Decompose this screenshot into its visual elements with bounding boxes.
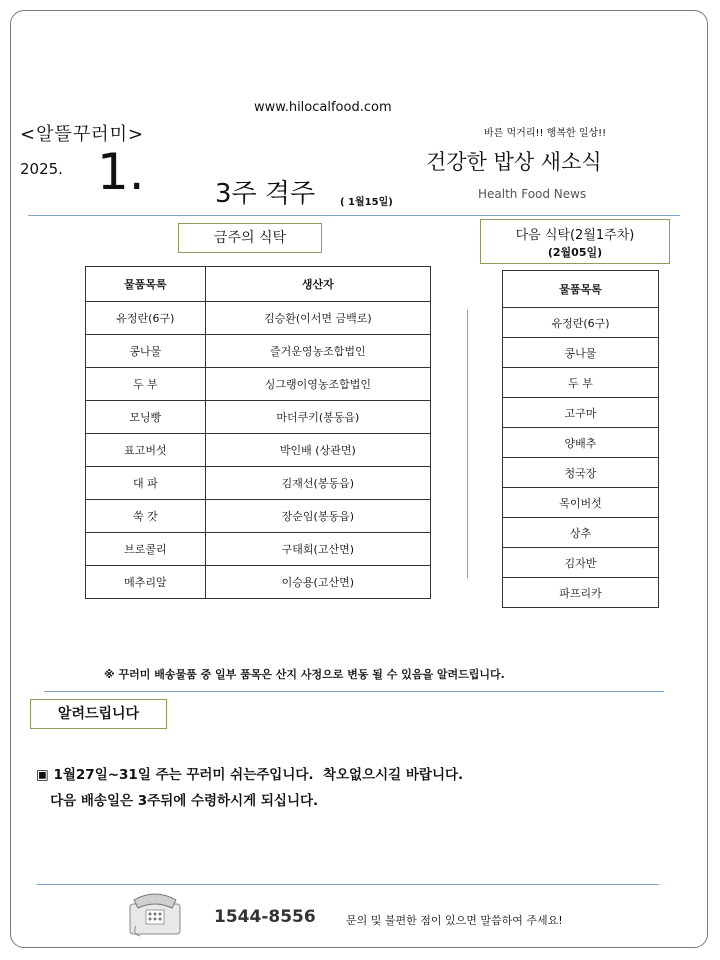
this-week-label: 금주의 식탁 <box>178 223 322 253</box>
table-row <box>86 500 431 533</box>
announcement-line-2: 다음 배송일은 3주뒤에 수령하시게 되십니다. <box>50 793 319 809</box>
item-cell: 콩나물 <box>86 335 206 368</box>
item-cell: 두 부 <box>86 368 206 401</box>
substitution-notice: ※ 꾸러미 배송물품 중 일부 품목은 산지 사정으로 변동 될 수 있음을 알려드립니다. <box>104 668 505 681</box>
item-cell: 쑥 갓 <box>86 500 206 533</box>
table-row <box>503 458 659 488</box>
table-row <box>86 368 431 401</box>
producer-cell: 박인배 (상관면) <box>205 434 430 467</box>
table-row <box>503 428 659 458</box>
item-cell: 유정란(6구) <box>86 302 206 335</box>
table-row <box>503 548 659 578</box>
item-cell: 두 부 <box>503 368 659 398</box>
table-row <box>503 398 659 428</box>
producer-cell: 김승환(이서면 금백로) <box>205 302 430 335</box>
item-cell: 목이버섯 <box>503 488 659 518</box>
next-week-date: (2월05일) <box>547 246 603 259</box>
column-header-item: 물품목록 <box>86 267 206 302</box>
producer-cell: 장순임(봉동읍) <box>205 500 430 533</box>
table-row <box>503 518 659 548</box>
next-week-table <box>502 270 659 608</box>
producer-cell: 구태회(고산면) <box>205 533 430 566</box>
producer-cell: 김재선(봉동읍) <box>205 467 430 500</box>
column-header-item: 물품목록 <box>503 271 659 308</box>
item-cell: 메추리알 <box>86 566 206 599</box>
producer-cell: 즐거운영농조합법인 <box>205 335 430 368</box>
producer-cell: 이승용(고산면) <box>205 566 430 599</box>
this-week-table <box>85 266 431 599</box>
telephone-icon <box>128 886 182 938</box>
table-row <box>86 533 431 566</box>
website-url[interactable]: www.hilocalfood.com <box>254 100 392 115</box>
table-row <box>86 335 431 368</box>
contact-message: 문의 및 불편한 점이 있으면 말씀하여 주세요! <box>346 914 563 927</box>
table-row <box>86 566 431 599</box>
item-cell: 김자반 <box>503 548 659 578</box>
item-cell: 양배추 <box>503 428 659 458</box>
issue-week: 3주 격주 <box>215 179 316 209</box>
notice-divider <box>44 691 664 692</box>
item-cell: 모닝빵 <box>86 401 206 434</box>
column-header-producer: 생산자 <box>205 267 430 302</box>
item-cell: 청국장 <box>503 458 659 488</box>
item-cell: 표고버섯 <box>86 434 206 467</box>
producer-cell: 마더쿠키(봉동읍) <box>205 401 430 434</box>
bullet-icon: ▣ <box>36 767 49 783</box>
next-week-label <box>480 219 670 264</box>
header-divider <box>28 215 680 216</box>
issue-year: 2025. <box>20 160 63 178</box>
newsletter-subtitle: Health Food News <box>478 187 587 201</box>
footer-divider <box>37 884 659 885</box>
slogan: 바른 먹거리!! 행복한 일상!! <box>484 128 607 139</box>
item-cell: 대 파 <box>86 467 206 500</box>
table-row <box>86 401 431 434</box>
newsletter-title: 건강한 밥상 새소식 <box>426 150 602 174</box>
issue-month: 1. <box>97 143 145 201</box>
item-cell: 상추 <box>503 518 659 548</box>
table-row <box>503 338 659 368</box>
brand-name: <알뜰꾸러미> <box>20 124 145 145</box>
table-row <box>86 302 431 335</box>
producer-cell: 싱그랭이영농조합법인 <box>205 368 430 401</box>
table-row <box>86 467 431 500</box>
table-row <box>503 368 659 398</box>
next-week-title: 다음 식탁(2월1주차) <box>515 228 635 243</box>
table-row <box>503 488 659 518</box>
phone-number[interactable]: 1544-8556 <box>214 907 316 927</box>
table-row <box>503 308 659 338</box>
announcement-text <box>36 762 463 814</box>
item-cell: 유정란(6구) <box>503 308 659 338</box>
issue-date: ( 1월15일) <box>340 197 393 208</box>
item-cell: 파프리카 <box>503 578 659 608</box>
item-cell: 고구마 <box>503 398 659 428</box>
announcement-line-1: 1월27일~31일 주는 꾸러미 쉬는주입니다. 착오없으시길 바랍니다. <box>53 767 464 783</box>
item-cell: 콩나물 <box>503 338 659 368</box>
column-divider <box>467 310 468 578</box>
table-row <box>503 578 659 608</box>
table-row <box>86 434 431 467</box>
announcement-label: 알려드립니다 <box>30 699 167 729</box>
item-cell: 브로콜리 <box>86 533 206 566</box>
